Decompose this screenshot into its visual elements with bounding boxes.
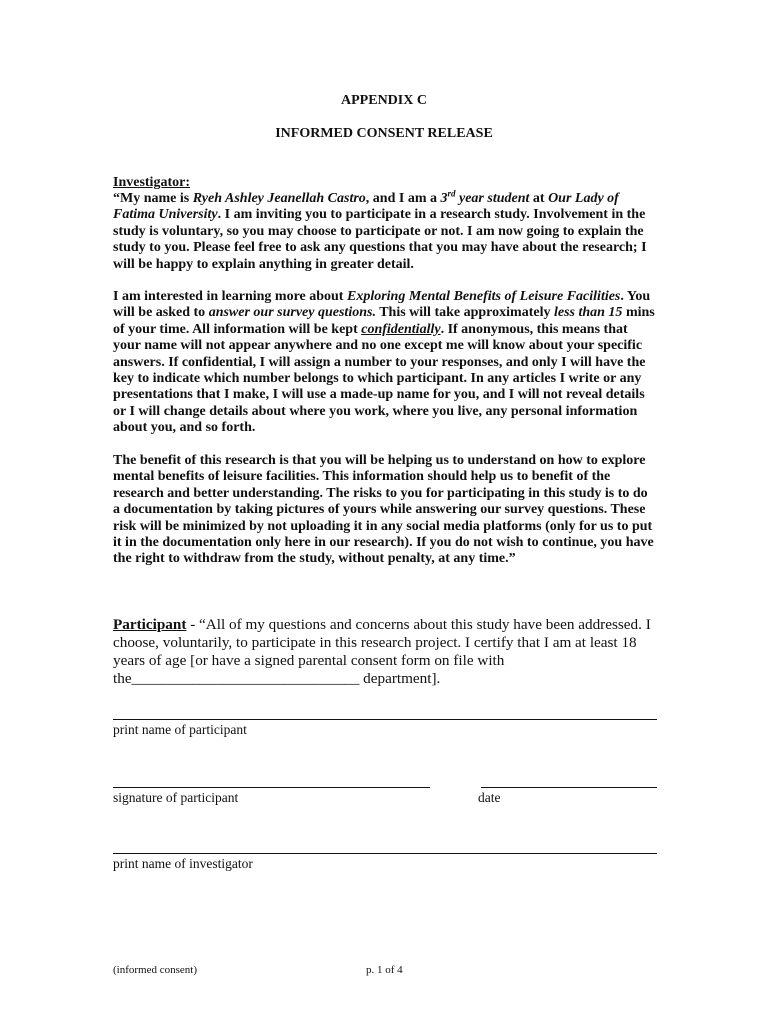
text-run: Exploring Mental Benefits of Leisure Facilities [346,289,621,304]
text-run: Ryeh Ashley Jeanellah Castro [192,191,366,206]
appendix-label: APPENDIX C [341,93,427,108]
text-run: This will take approximately [375,305,554,321]
text-run: answer our survey questions. [208,305,376,321]
print-name-participant-label: print name of participant [113,722,247,737]
text-run: The benefit of this research is that you will be helping us to understand on how to explore mental benefits of leisure facilities. This information should help us to benefit of the research and better understanding. The risks to you for participating in this study is to do a documentation by taking pictures of yours while answering our survey questions. These risk will be minimized by not uploading it in any social media platforms (only for us to put it in the documentation only here in our research). If you do not wish to continue, you have the right to withdraw from the study, without penalty, at any time.” [113,453,654,567]
text-run: mins of your time. All information will be kept [113,305,655,337]
text-run: , and I am a [365,191,441,206]
investigator-paragraph-2 [113,289,658,437]
page-number: p. 1 of 4 [366,964,403,976]
text-run: confidentially [361,321,441,337]
print-name-investigator-label: print name of investigator [113,856,253,871]
text-run: Our Lady of Fatima University [113,191,619,223]
text-run: year student [455,191,530,206]
investigator-heading: Investigator: [113,175,190,190]
participant-signature-line[interactable] [113,787,430,788]
participant-text-line-4: the______________________________ department]. [113,670,441,687]
text-run: . If anonymous, this means that your name will not appear anywhere and no one except me will know about your specific answers. If confidential, I will assign a number to your responses, and only I will have the key to indicate which number belongs to which participant. In any articles I write or any presentations that I make, I will use a made-up name for you, and I will not reveal details or I will change details about where you work, where you live, any personal information about you, and so forth. [113,321,646,436]
document-title: INFORMED CONSENT RELEASE [275,126,493,141]
investigator-name-line[interactable] [113,853,657,854]
text-run: . I am inviting you to participate in a research study. Involvement in the study is voluntary, so you may choose to participate or not. I am now going to explain the study to you. Please feel free to ask any questions that you may have about the research; I will be happy to explain anything in greater detail. [113,207,647,272]
footer-informed-consent: (informed consent) [113,964,197,976]
signature-participant-label: signature of participant [113,790,239,805]
text-run: less than 15 [553,305,623,321]
date-label: date [478,790,501,805]
text-run: 3 [440,191,448,206]
text-run: . You will be asked to [113,289,651,321]
text-run: I am interested in learning more about [113,289,347,304]
text-run: “My name is [113,191,193,206]
participant-name-line[interactable] [113,719,657,720]
investigator-paragraph-1 [113,188,658,273]
participant-label: Participant [113,616,187,633]
participant-text-line-1: - “All of my questions and concerns about this study have been addressed. I [186,616,651,633]
date-line[interactable] [481,787,657,788]
text-run: rd [447,188,456,199]
participant-text-line-3: years of age [or have a signed parental consent form on file with [113,652,505,669]
text-run: at [529,191,549,206]
participant-statement [113,616,658,688]
participant-text-line-2: choose, voluntarily, to participate in this research project. I certify that I am at least 18 [113,634,637,651]
investigator-paragraph-3 [113,453,658,568]
